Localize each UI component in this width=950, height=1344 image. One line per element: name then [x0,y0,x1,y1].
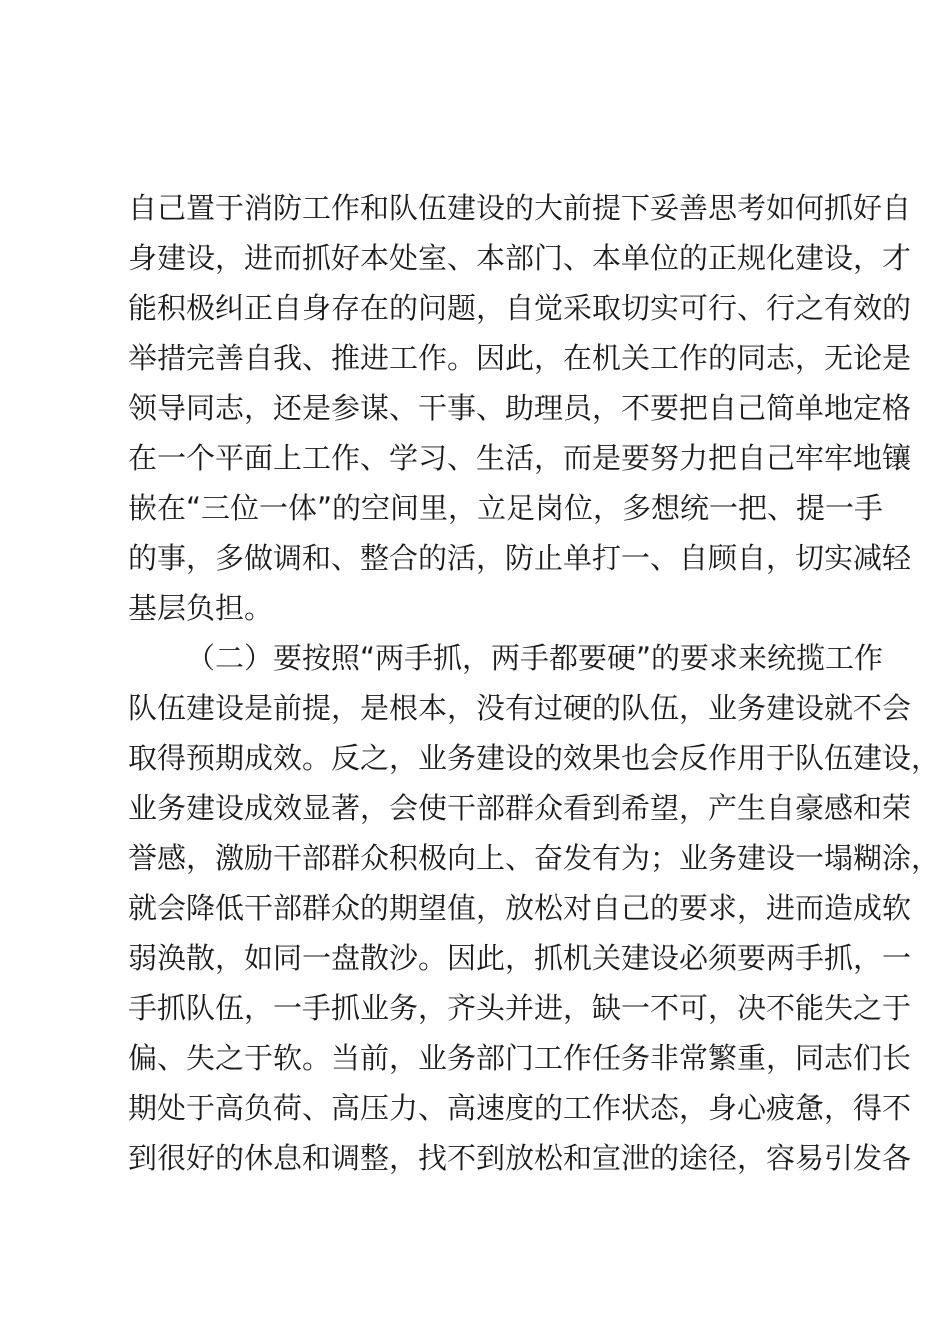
body-text [128,183,941,1183]
text-line: 队伍建设是前提，是根本，没有过硬的队伍，业务建设就不会 [128,691,912,725]
text-line: 就会降低干部群众的期望值，放松对自己的要求，进而造成软 [128,891,912,925]
text-line: 嵌在“三位一体”的空间里，立足岗位，多想统一把、提一手 [128,491,884,525]
section-heading-line: （二）要按照“两手抓，两手都要硬”的要求来统揽工作 [186,641,884,675]
text-line: 到很好的休息和调整，找不到放松和宣泄的途径，容易引发各 [128,1141,912,1175]
text-line: 偏、失之于软。当前，业务部门工作任务非常繁重，同志们长 [128,1041,912,1075]
text-line: 基层负担。 [128,591,274,625]
text-line: 能积极纠正自身存在的问题，自觉采取切实可行、行之有效的 [128,291,912,325]
text-line: 业务建设成效显著，会使干部群众看到希望，产生自豪感和荣 [128,791,912,825]
text-line: 手抓队伍，一手抓业务，齐头并进，缺一不可，决不能失之于 [128,991,912,1025]
text-line: 誉感，激励干部群众积极向上、奋发有为；业务建设一塌糊涂， [128,841,941,875]
text-line: 期处于高负荷、高压力、高速度的工作状态，身心疲惫，得不 [128,1091,912,1125]
text-line: 领导同志，还是参谋、干事、助理员，不要把自己简单地定格 [128,391,912,425]
text-line: 在一个平面上工作、学习、生活，而是要努力把自己牢牢地镶 [128,441,912,475]
text-line: 的事，多做调和、整合的活，防止单打一、自顾自，切实减轻 [128,541,912,575]
text-line: 举措完善自我、推进工作。因此，在机关工作的同志，无论是 [128,341,912,375]
text-line: 身建设，进而抓好本处室、本部门、本单位的正规化建设，才 [128,241,912,275]
text-line: 弱涣散，如同一盘散沙。因此，抓机关建设必须要两手抓，一 [128,941,912,975]
text-line: 自己置于消防工作和队伍建设的大前提下妥善思考如何抓好自 [128,191,912,225]
text-line: 取得预期成效。反之，业务建设的效果也会反作用于队伍建设， [128,741,941,775]
